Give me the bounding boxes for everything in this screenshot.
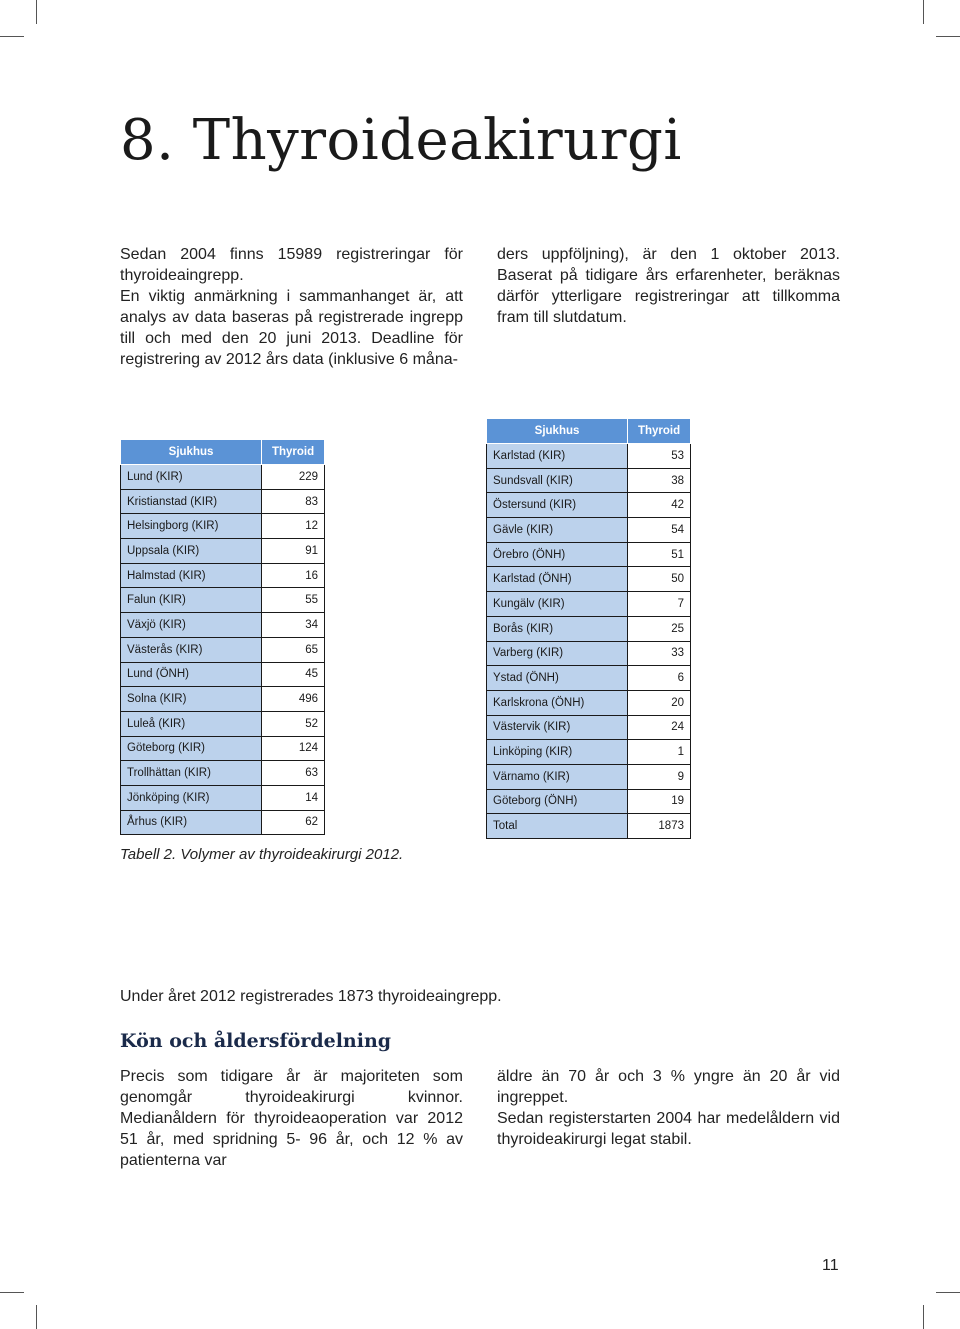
thyroid-count-cell: 38	[628, 468, 691, 493]
thyroid-count-cell: 83	[262, 489, 325, 514]
table-row	[121, 637, 325, 662]
thyroid-count-cell: 63	[262, 761, 325, 786]
crop-mark	[936, 1292, 960, 1293]
thyroid-count-cell: 25	[628, 616, 691, 641]
crop-mark	[0, 1292, 24, 1293]
section-left-column	[120, 1066, 463, 1171]
table-row	[487, 666, 691, 691]
crop-mark	[936, 36, 960, 37]
hospital-name-cell: Lund (KIR)	[121, 465, 262, 490]
thyroid-count-cell: 12	[262, 514, 325, 539]
table-row	[121, 662, 325, 687]
thyroid-count-cell: 42	[628, 493, 691, 518]
table-row	[487, 814, 691, 839]
hospital-name-cell: Göteborg (KIR)	[121, 736, 262, 761]
thyroid-count-cell: 65	[262, 637, 325, 662]
thyroid-count-cell: 34	[262, 613, 325, 638]
thyroid-count-cell: 1873	[628, 814, 691, 839]
table-row	[487, 641, 691, 666]
table-row	[487, 493, 691, 518]
thyroid-count-cell: 124	[262, 736, 325, 761]
thyroid-count-cell: 19	[628, 789, 691, 814]
thyroid-count-cell: 50	[628, 567, 691, 592]
hospital-name-cell: Uppsala (KIR)	[121, 539, 262, 564]
thyroid-count-cell: 14	[262, 785, 325, 810]
hospital-volume-table-left	[120, 439, 325, 835]
thyroid-count-cell: 1	[628, 740, 691, 765]
hospital-name-cell: Västerås (KIR)	[121, 637, 262, 662]
table-row	[487, 542, 691, 567]
column-header: Thyroid	[262, 440, 325, 465]
crop-mark	[0, 36, 24, 37]
hospital-name-cell: Halmstad (KIR)	[121, 563, 262, 588]
table-row	[487, 518, 691, 543]
hospital-name-cell: Århus (KIR)	[121, 810, 262, 835]
thyroid-count-cell: 54	[628, 518, 691, 543]
hospital-name-cell: Växjö (KIR)	[121, 613, 262, 638]
thyroid-count-cell: 52	[262, 711, 325, 736]
hospital-volume-table-right	[486, 418, 691, 839]
crop-mark	[36, 1305, 37, 1329]
thyroid-count-cell: 496	[262, 687, 325, 712]
intro-right-column	[497, 244, 840, 328]
section-paragraph: äldre än 70 år och 3 % yngre än 20 år vid ingreppet.	[497, 1068, 840, 1106]
section-paragraph: Sedan registerstarten 2004 har medelåldern vid thyroideakirurgi legat stabil.	[497, 1110, 840, 1148]
hospital-name-cell: Helsingborg (KIR)	[121, 514, 262, 539]
table-row	[121, 687, 325, 712]
hospital-name-cell: Borås (KIR)	[487, 616, 628, 641]
hospital-name-cell: Lund (ÖNH)	[121, 662, 262, 687]
hospital-name-cell: Kungälv (KIR)	[487, 592, 628, 617]
intro-left-column	[120, 244, 463, 370]
thyroid-count-cell: 51	[628, 542, 691, 567]
table-row	[121, 810, 325, 835]
thyroid-count-cell: 6	[628, 666, 691, 691]
summary-sentence: Under året 2012 registrerades 1873 thyroideaingrepp.	[120, 988, 502, 1005]
table-row	[487, 764, 691, 789]
hospital-name-cell: Varberg (KIR)	[487, 641, 628, 666]
page-title: 8. Thyroideakirurgi	[120, 108, 682, 173]
table-row	[487, 592, 691, 617]
crop-mark	[36, 0, 37, 24]
column-header: Sjukhus	[121, 440, 262, 465]
table-row	[487, 567, 691, 592]
table-row	[121, 563, 325, 588]
thyroid-count-cell: 33	[628, 641, 691, 666]
table-row	[121, 736, 325, 761]
thyroid-count-cell: 45	[262, 662, 325, 687]
intro-paragraph: En viktig anmärkning i sammanhanget är, att analys av data baseras på registrerade ingrepp till och med den 20 juni 2013. Deadline för registrering av 2012 års data (inklusive 6 måna-	[120, 288, 463, 368]
table-row	[121, 588, 325, 613]
table-row	[121, 785, 325, 810]
thyroid-count-cell: 24	[628, 715, 691, 740]
thyroid-count-cell: 55	[262, 588, 325, 613]
table-row	[487, 444, 691, 469]
hospital-name-cell: Karlskrona (ÖNH)	[487, 690, 628, 715]
hospital-name-cell: Karlstad (KIR)	[487, 444, 628, 469]
hospital-name-cell: Solna (KIR)	[121, 687, 262, 712]
table-row	[121, 514, 325, 539]
thyroid-count-cell: 53	[628, 444, 691, 469]
hospital-name-cell: Trollhättan (KIR)	[121, 761, 262, 786]
thyroid-count-cell: 7	[628, 592, 691, 617]
section-right-column	[497, 1066, 840, 1150]
hospital-name-cell: Värnamo (KIR)	[487, 764, 628, 789]
crop-mark	[923, 1305, 924, 1329]
hospital-name-cell: Total	[487, 814, 628, 839]
column-header: Thyroid	[628, 419, 691, 444]
hospital-name-cell: Ystad (ÖNH)	[487, 666, 628, 691]
table-row	[121, 761, 325, 786]
table-row	[487, 715, 691, 740]
hospital-name-cell: Sundsvall (KIR)	[487, 468, 628, 493]
thyroid-count-cell: 9	[628, 764, 691, 789]
table-row	[121, 539, 325, 564]
table-row	[121, 711, 325, 736]
page-number: 11	[822, 1257, 839, 1274]
hospital-name-cell: Östersund (KIR)	[487, 493, 628, 518]
table-row	[487, 468, 691, 493]
hospital-name-cell: Örebro (ÖNH)	[487, 542, 628, 567]
table-row	[487, 616, 691, 641]
hospital-name-cell: Göteborg (ÖNH)	[487, 789, 628, 814]
thyroid-count-cell: 16	[262, 563, 325, 588]
thyroid-count-cell: 20	[628, 690, 691, 715]
table-row	[121, 613, 325, 638]
intro-paragraph: Sedan 2004 finns 15989 registreringar för thyroideaingrepp.	[120, 246, 463, 284]
table-row	[121, 489, 325, 514]
hospital-name-cell: Västervik (KIR)	[487, 715, 628, 740]
hospital-name-cell: Linköping (KIR)	[487, 740, 628, 765]
thyroid-count-cell: 62	[262, 810, 325, 835]
table-row	[487, 740, 691, 765]
section-paragraph: Precis som tidigare år är majoriteten som genomgår thyroideakirurgi kvinnor. Medianåldern för thyroideaoperation var 2012 51 år, med spridning 5- 96 år, och 12 % av patienterna var	[120, 1068, 463, 1169]
intro-paragraph: ders uppföljning), är den 1 oktober 2013. Baserat på tidigare års erfarenheter, beräknas därför ytterligare registreringar att tillkomma fram till slutdatum.	[497, 246, 840, 326]
hospital-name-cell: Karlstad (ÖNH)	[487, 567, 628, 592]
hospital-name-cell: Gävle (KIR)	[487, 518, 628, 543]
table-row	[121, 465, 325, 490]
hospital-name-cell: Falun (KIR)	[121, 588, 262, 613]
column-header: Sjukhus	[487, 419, 628, 444]
hospital-name-cell: Luleå (KIR)	[121, 711, 262, 736]
section-heading: Kön och åldersfördelning	[120, 1030, 392, 1052]
table-caption: Tabell 2. Volymer av thyroideakirurgi 2012.	[120, 846, 404, 863]
thyroid-count-cell: 91	[262, 539, 325, 564]
crop-mark	[923, 0, 924, 24]
hospital-name-cell: Jönköping (KIR)	[121, 785, 262, 810]
table-row	[487, 789, 691, 814]
table-row	[487, 690, 691, 715]
thyroid-count-cell: 229	[262, 465, 325, 490]
hospital-name-cell: Kristianstad (KIR)	[121, 489, 262, 514]
